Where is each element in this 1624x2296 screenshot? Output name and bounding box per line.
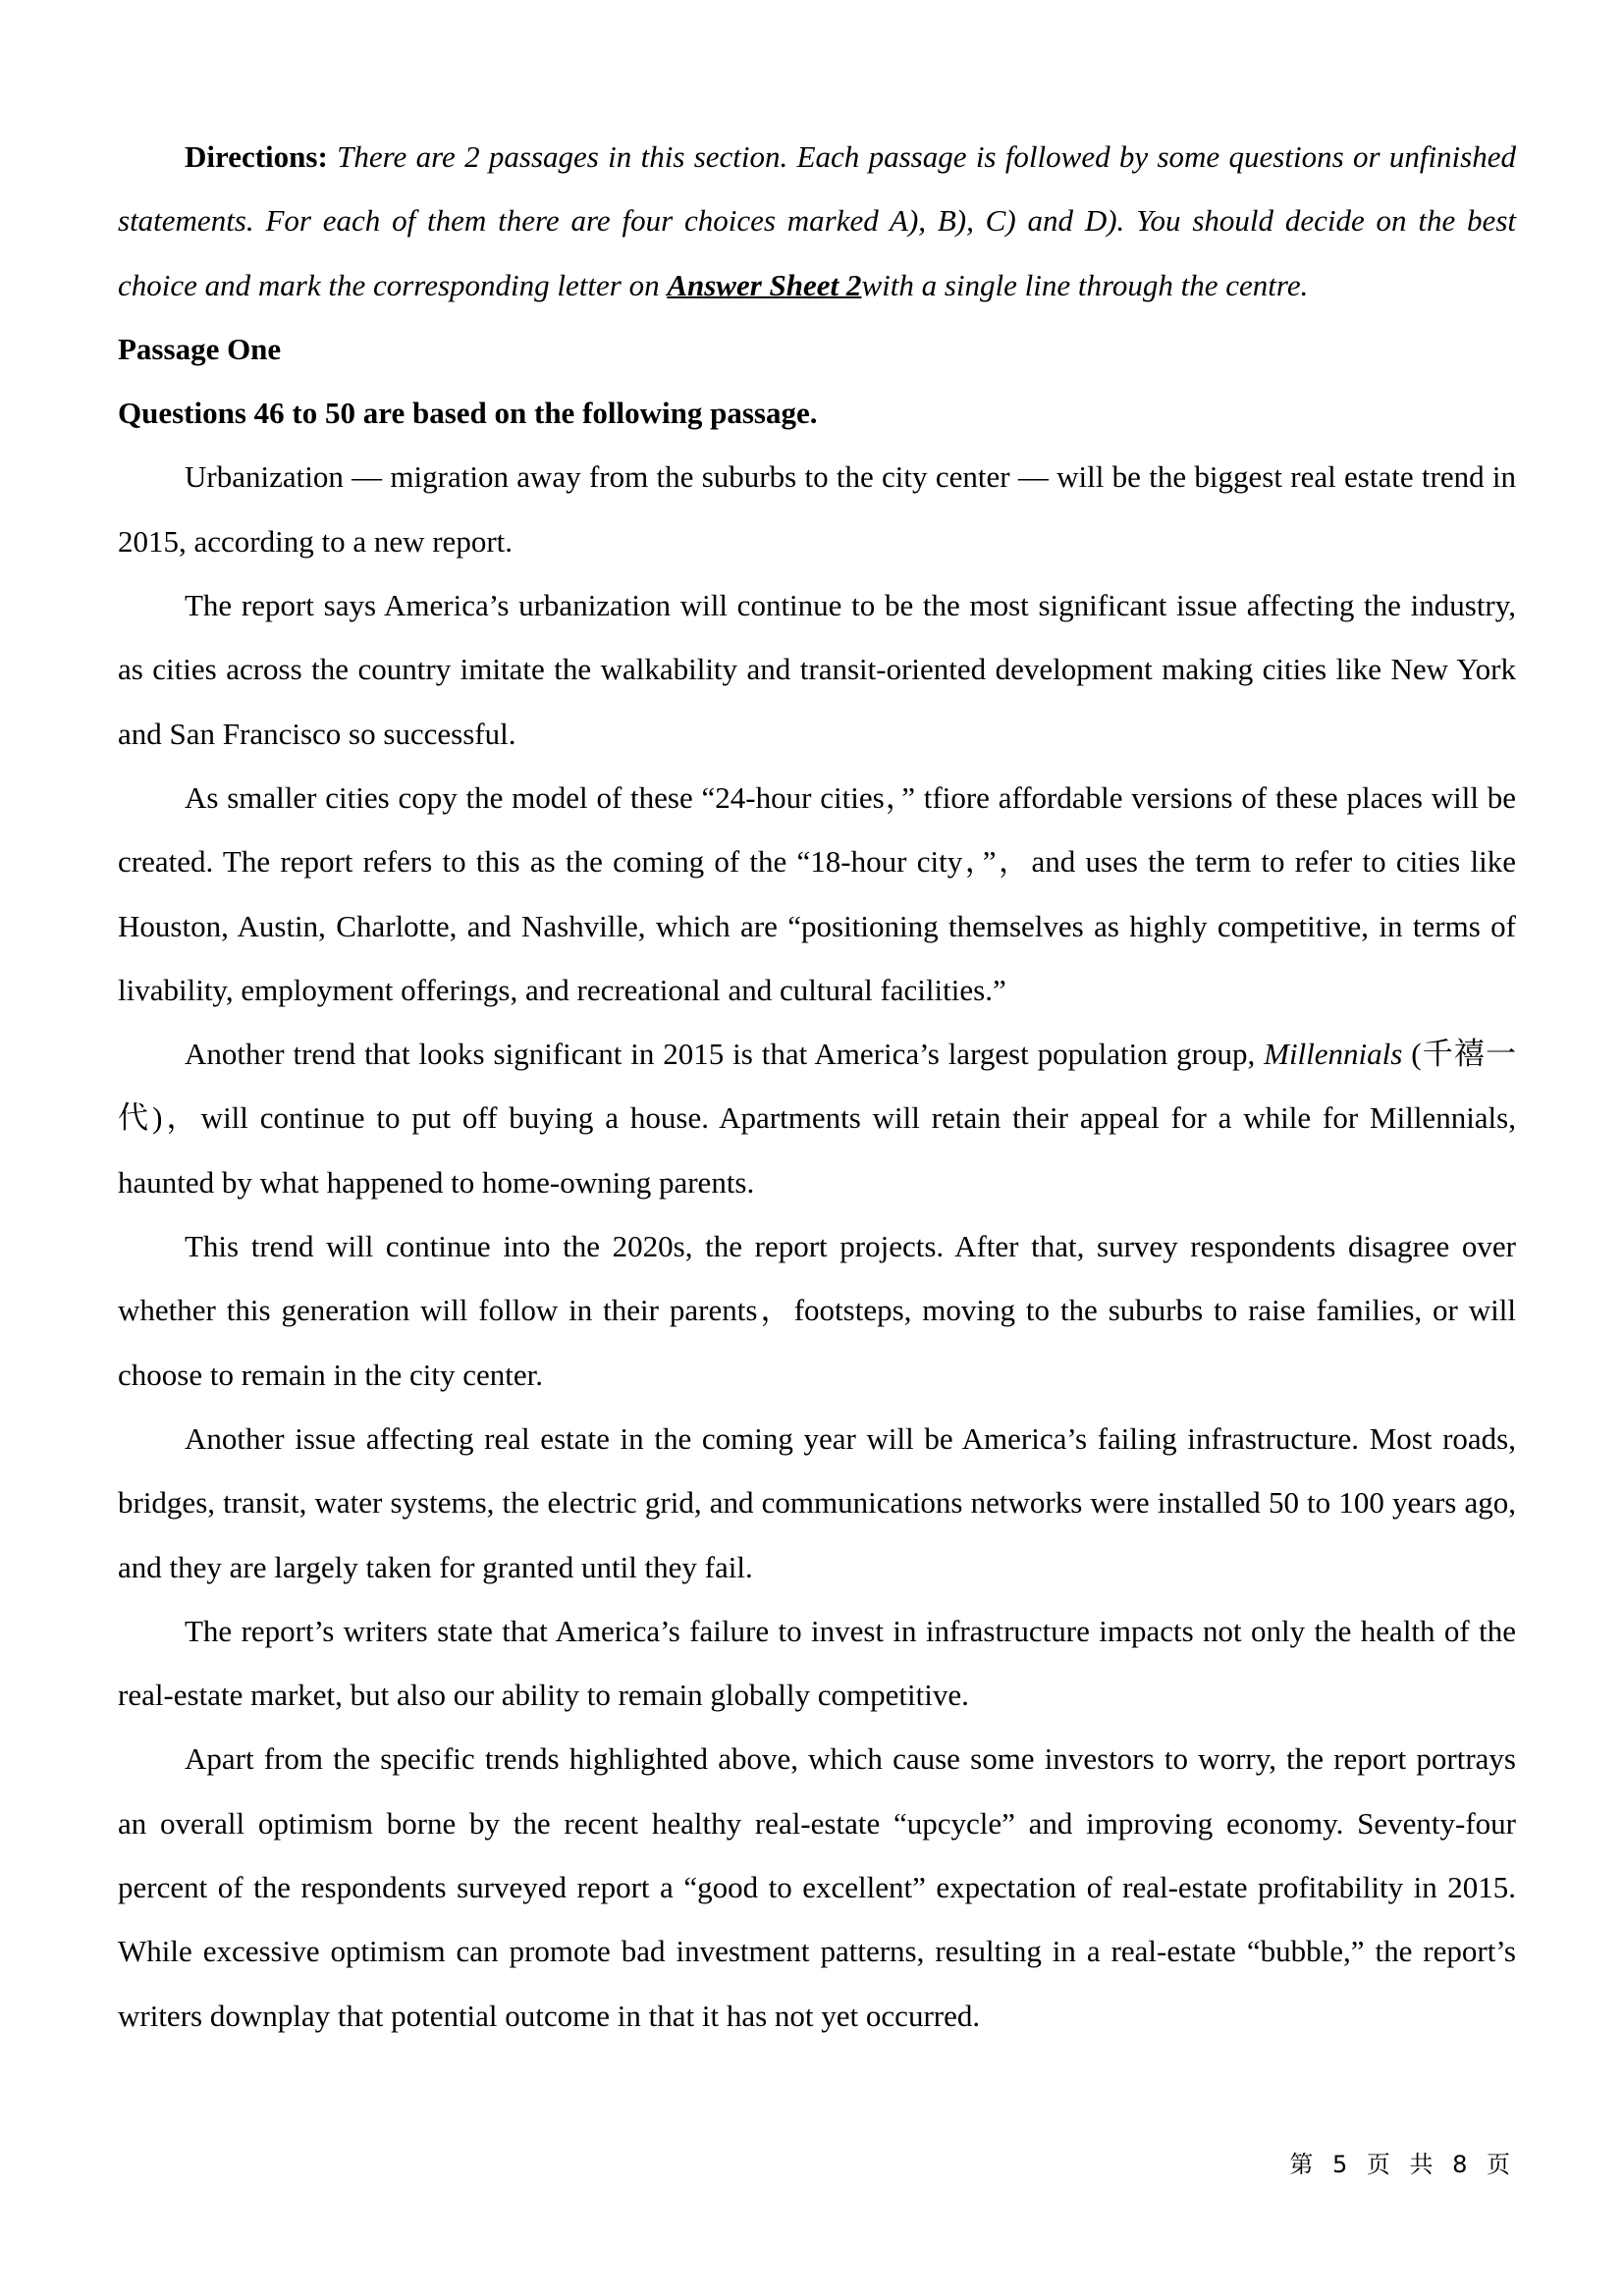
passage-title: Passage One: [118, 331, 282, 366]
passage-paragraph-5: This trend will continue into the 2020s, the report projects. After that, survey respondents disagree over whether this generation will follow in their parents，footsteps, moving to the suburbs to raise families, or will choose to remain in the city center.: [118, 1229, 1516, 1392]
answer-sheet-reference: Answer Sheet 2: [667, 267, 862, 302]
millennials-term: Millennials: [1264, 1037, 1403, 1072]
directions-text-after: with a single line through the centre.: [861, 267, 1309, 302]
page-number-footer: 第 5 页 共 8 页: [1289, 2151, 1516, 2178]
directions-text-before: There are 2 passages in this section. Each passage is followed by some questions or unfinished statements. For each of them there are four choices marked A), B), C) and D). You should decide on the best choice and mark the corresponding letter on: [118, 139, 1516, 302]
passage-paragraph-7: The report’s writers state that America’s failure to invest in infrastructure impacts not only the health of the real-estate market, but also our ability to remain globally competitive.: [118, 1613, 1516, 1713]
passage-paragraph-1: Urbanization — migration away from the suburbs to the city center — will be the biggest real estate trend in 2015, according to a new report.: [118, 459, 1516, 559]
passage-paragraph-3: As smaller cities copy the model of these “24-hour cities，” tfiore affordable versions of these places will be created. The report refers to this as the coming of the “18-hour city，”，and uses the term to refer to cities like Houston, Austin, Charlotte, and Nashville, which are “positioning themselves as highly competitive, in terms of livability, employment offerings, and recreational and cultural facilities.”: [118, 779, 1516, 1007]
passage-paragraph-6: Another issue affecting real estate in the coming year will be America’s failing infrastructure. Most roads, bridges, transit, water systems, the electric grid, and communications networks were installed 50 to 100 years ago, and they are largely taken for granted until they fail.: [118, 1420, 1516, 1584]
passage-paragraph-8: Apart from the specific trends highlighted above, which cause some investors to worry, the report portrays an overall optimism borne by the recent healthy real-estate “upcycle” and improving economy. Seventy-four percent of the respondents surveyed report a “good to excellent” expectation of real-estate profitability in 2015. While excessive optimism can promote bad investment patterns, resulting in a real-estate “bubble,” the report’s writers downplay that potential outcome in that it has not yet occurred.: [118, 1741, 1516, 2033]
paragraph-4-after: (千禧一代)，will continue to put off buying a house. Apartments will retain their appeal for a while for Millennials, haunted by what happened to home-owning parents.: [118, 1037, 1516, 1200]
directions-text: [118, 139, 1516, 302]
questions-heading: Questions 46 to 50 are based on the following passage.: [118, 396, 818, 431]
passage-paragraph-2: The report says America’s urbanization will continue to be the most significant issue affecting the industry, as cities across the country imitate the walkability and transit-oriented development making cities like New York and San Francisco so successful.: [118, 588, 1516, 751]
passage-paragraph-4: [118, 1022, 1516, 1214]
directions-label: Directions:: [185, 139, 328, 174]
directions-paragraph: [118, 125, 1516, 317]
document-page: [118, 125, 1516, 2048]
paragraph-4-before: Another trend that looks significant in 2015 is that America’s largest population group,: [185, 1037, 1265, 1072]
